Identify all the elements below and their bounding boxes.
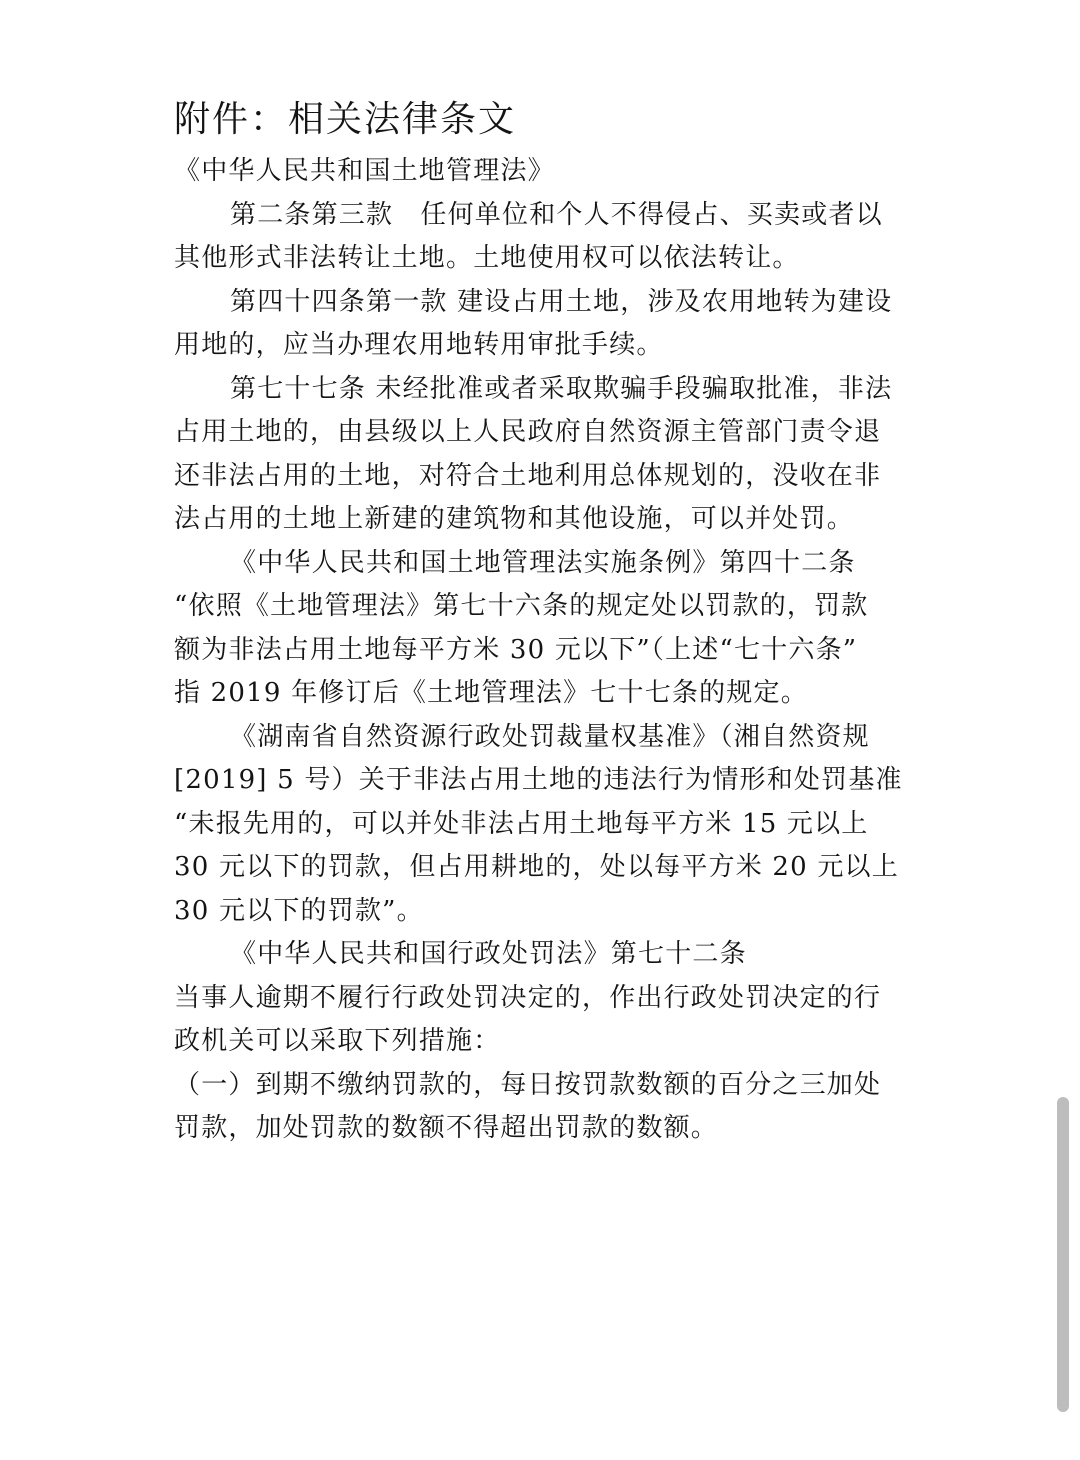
text-line: 法占用的土地上新建的建筑物和其他设施，可以并处罚。 — [174, 504, 855, 534]
text-line: 占用土地的，由县级以上人民政府自然资源主管部门责令退 — [174, 417, 882, 447]
text-line: 其他形式非法转让土地。土地使用权可以依法转让。 — [174, 243, 800, 273]
text-line: 罚款，加处罚款的数额不得超出罚款的数额。 — [174, 1113, 719, 1143]
text-line: 当事人逾期不履行行政处罚决定的，作出行政处罚决定的行 — [174, 982, 882, 1013]
text-line: 用地的，应当办理农用地转用审批手续。 — [174, 330, 664, 360]
text-line: 《中华人民共和国土地管理法实施条例》第四十二条 — [230, 547, 856, 578]
text-line: [2019] 5 号）关于非法占用土地的违法行为情形和处罚基准 — [174, 765, 903, 795]
text-line: 30 元以下的罚款，但占用耕地的，处以每平方米 20 元以上 — [174, 852, 899, 882]
text-line: “未报先用的，可以并处非法占用土地每平方米 15 元以上 — [174, 808, 869, 839]
text-line: 30 元以下的罚款”。 — [174, 895, 424, 926]
text-line: 政机关可以采取下列措施： — [174, 1026, 501, 1056]
document-content — [174, 96, 926, 1151]
scrollbar-thumb[interactable] — [1057, 1097, 1069, 1412]
text-line: 还非法占用的土地，对符合土地利用总体规划的，没收在非 — [174, 460, 882, 491]
text-line: 《中华人民共和国土地管理法》 — [174, 156, 555, 186]
text-line: 指 2019 年修订后《土地管理法》七十七条的规定。 — [174, 678, 808, 708]
document-title: 附件：相关法律条文 — [174, 99, 517, 140]
text-line: 《湖南省自然资源行政处罚裁量权基准》（湘自然资规 — [230, 721, 870, 752]
text-line: 第二条第三款 任何单位和个人不得侵占、买卖或者以 — [230, 199, 883, 230]
text-line: （一）到期不缴纳罚款的，每日按罚款数额的百分之三加处 — [174, 1069, 882, 1100]
text-line: 《中华人民共和国行政处罚法》第七十二条 — [230, 939, 747, 969]
text-line: 第七十七条 未经批准或者采取欺骗手段骗取批准，非法 — [230, 373, 893, 404]
text-line: 额为非法占用土地每平方米 30 元以下”（上述“七十六条” — [174, 634, 858, 665]
text-line: 第四十四条第一款 建设占用土地，涉及农用地转为建设 — [230, 286, 893, 317]
text-line: “依照《土地管理法》第七十六条的规定处以罚款的，罚款 — [174, 591, 869, 621]
